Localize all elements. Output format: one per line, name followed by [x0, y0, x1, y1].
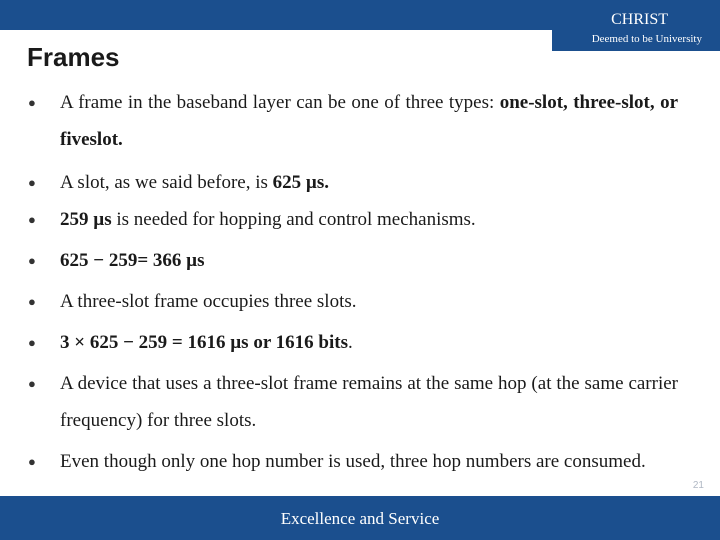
bullet-list — [28, 84, 678, 480]
brand-block — [552, 0, 720, 51]
bullet-item: ● 3 × 625 − 259 = 1616 µs or 1616 bits. — [28, 324, 678, 361]
footer-bar — [0, 496, 720, 540]
footer-text: Excellence and Service — [280, 509, 440, 528]
slide-title: Frames — [27, 42, 120, 72]
bullet-item: ● A frame in the baseband layer can be one of three types: one-slot, three-slot, or fiveslot. — [28, 84, 678, 158]
bullet-item: ● Even though only one hop number is used, three hop numbers are consumed. — [28, 443, 678, 480]
bullet-item: ● A slot, as we said before, is 625 µs. — [28, 164, 678, 201]
page-number: 21 — [692, 480, 704, 491]
bullet-item: ● 259 µs is needed for hopping and control mechanisms. — [28, 201, 678, 238]
bullet-item: ● A three-slot frame occupies three slots. — [28, 283, 678, 320]
bullet-item: ● A device that uses a three-slot frame remains at the same hop (at the same carrier frequency) for three slots. — [28, 365, 678, 439]
bullet-item: ● 625 − 259= 366 µs — [28, 242, 678, 279]
brand-tagline: Deemed to be University — [591, 33, 702, 45]
brand-name: CHRIST — [611, 11, 668, 28]
